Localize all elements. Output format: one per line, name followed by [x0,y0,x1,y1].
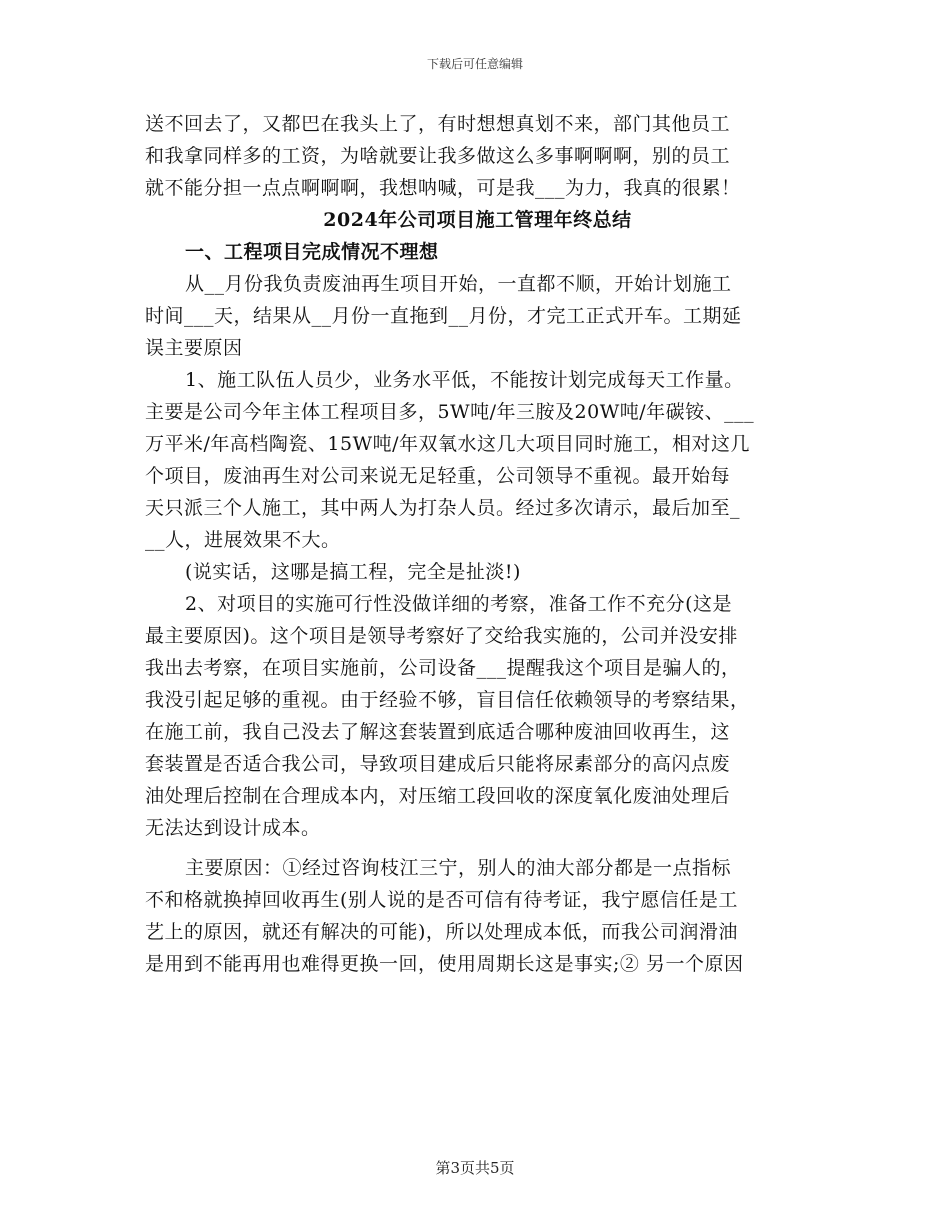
body-line-19: 我没引起足够的重视。由于经验不够，盲目信任依赖领导的考察结果， [145,689,750,711]
document-title: 2024年公司项目施工管理年终总结 [323,209,632,231]
body-line-1: 送不回去了，又都巴在我头上了，有时想想真划不来，部门其他员工 [145,113,731,135]
body-line-18: 我出去考察，在项目实施前，公司设备___提醒我这个项目是骗人的， [145,657,741,679]
body-line-13: 天只派三个人施工，其中两人为打杂人员。经过多次请示，最后加至_ [145,497,741,519]
section-heading-1: 一、工程项目完成情况不理想 [185,241,439,263]
body-line-7: 时间___天，结果从__月份一直拖到__月份，才完工正式开车。工期延 [145,305,742,327]
paragraph-start: 2、对项目的实施可行性没做详细的考察，准备工作不充分(这是 [185,593,733,615]
body-line-21: 套装置是否适合我公司，导致项目建成后只能将尿素部分的高闪点废 [145,753,731,775]
page-header: 下载后可任意编辑 [426,57,523,71]
body-line-2: 和我拿同样多的工资，为啥就要让我多做这么多事啊啊啊，别的员工 [145,145,731,167]
paragraph-start: 从__月份我负责废油再生项目开始，一直都不顺，开始计划施工 [185,273,732,295]
paragraph-start: 主要原因：①经过咨询枝江三宁，别人的油大部分都是一点指标 [185,857,732,879]
body-line-12: 个项目，废油再生对公司来说无足轻重，公司领导不重视。最开始每 [145,465,731,487]
page-footer: 第3页共5页 [435,1159,515,1177]
body-line-23: 无法达到设计成本。 [145,817,321,839]
body-line-22: 油处理后控制在合理成本内，对压缩工段回收的深度氧化废油处理后 [145,785,731,807]
body-line-17: 最主要原因)。这个项目是领导考察好了交给我实施的，公司并没安排 [145,625,738,647]
body-line-26: 艺上的原因，就还有解决的可能)，所以处理成本低，而我公司润滑油 [145,921,738,943]
body-line-11: 万平米/年高档陶瓷、15W吨/年双氧水这几大项目同时施工，相对这几 [145,433,751,455]
body-line-3: 就不能分担一点点啊啊啊，我想呐喊，可是我___为力，我真的很累！ [145,177,741,199]
body-line-8: 误主要原因 [145,337,243,359]
body-line-27: 是用到不能再用也难得更换一回，使用周期长这是事实;② 另一个原因 [145,953,744,975]
body-line-25: 不和格就换掉回收再生(别人说的是否可信有待考证，我宁愿信任是工 [145,889,738,911]
document-body [145,108,810,980]
body-line-14: __人，进展效果不大。 [145,529,341,551]
body-line-20: 在施工前，我自己没去了解这套装置到底适合哪种废油回收再生，这 [145,721,731,743]
paragraph-start: 1、施工队伍人员少，业务水平低，不能按计划完成每天工作量。 [185,369,744,391]
body-line-10: 主要是公司今年主体工程项目多，5W吨/年三胺及20W吨/年碳铵、___ [145,401,755,423]
paragraph-start: (说实话，这哪是搞工程，完全是扯淡!) [185,561,521,583]
paragraph-gap [145,844,810,852]
